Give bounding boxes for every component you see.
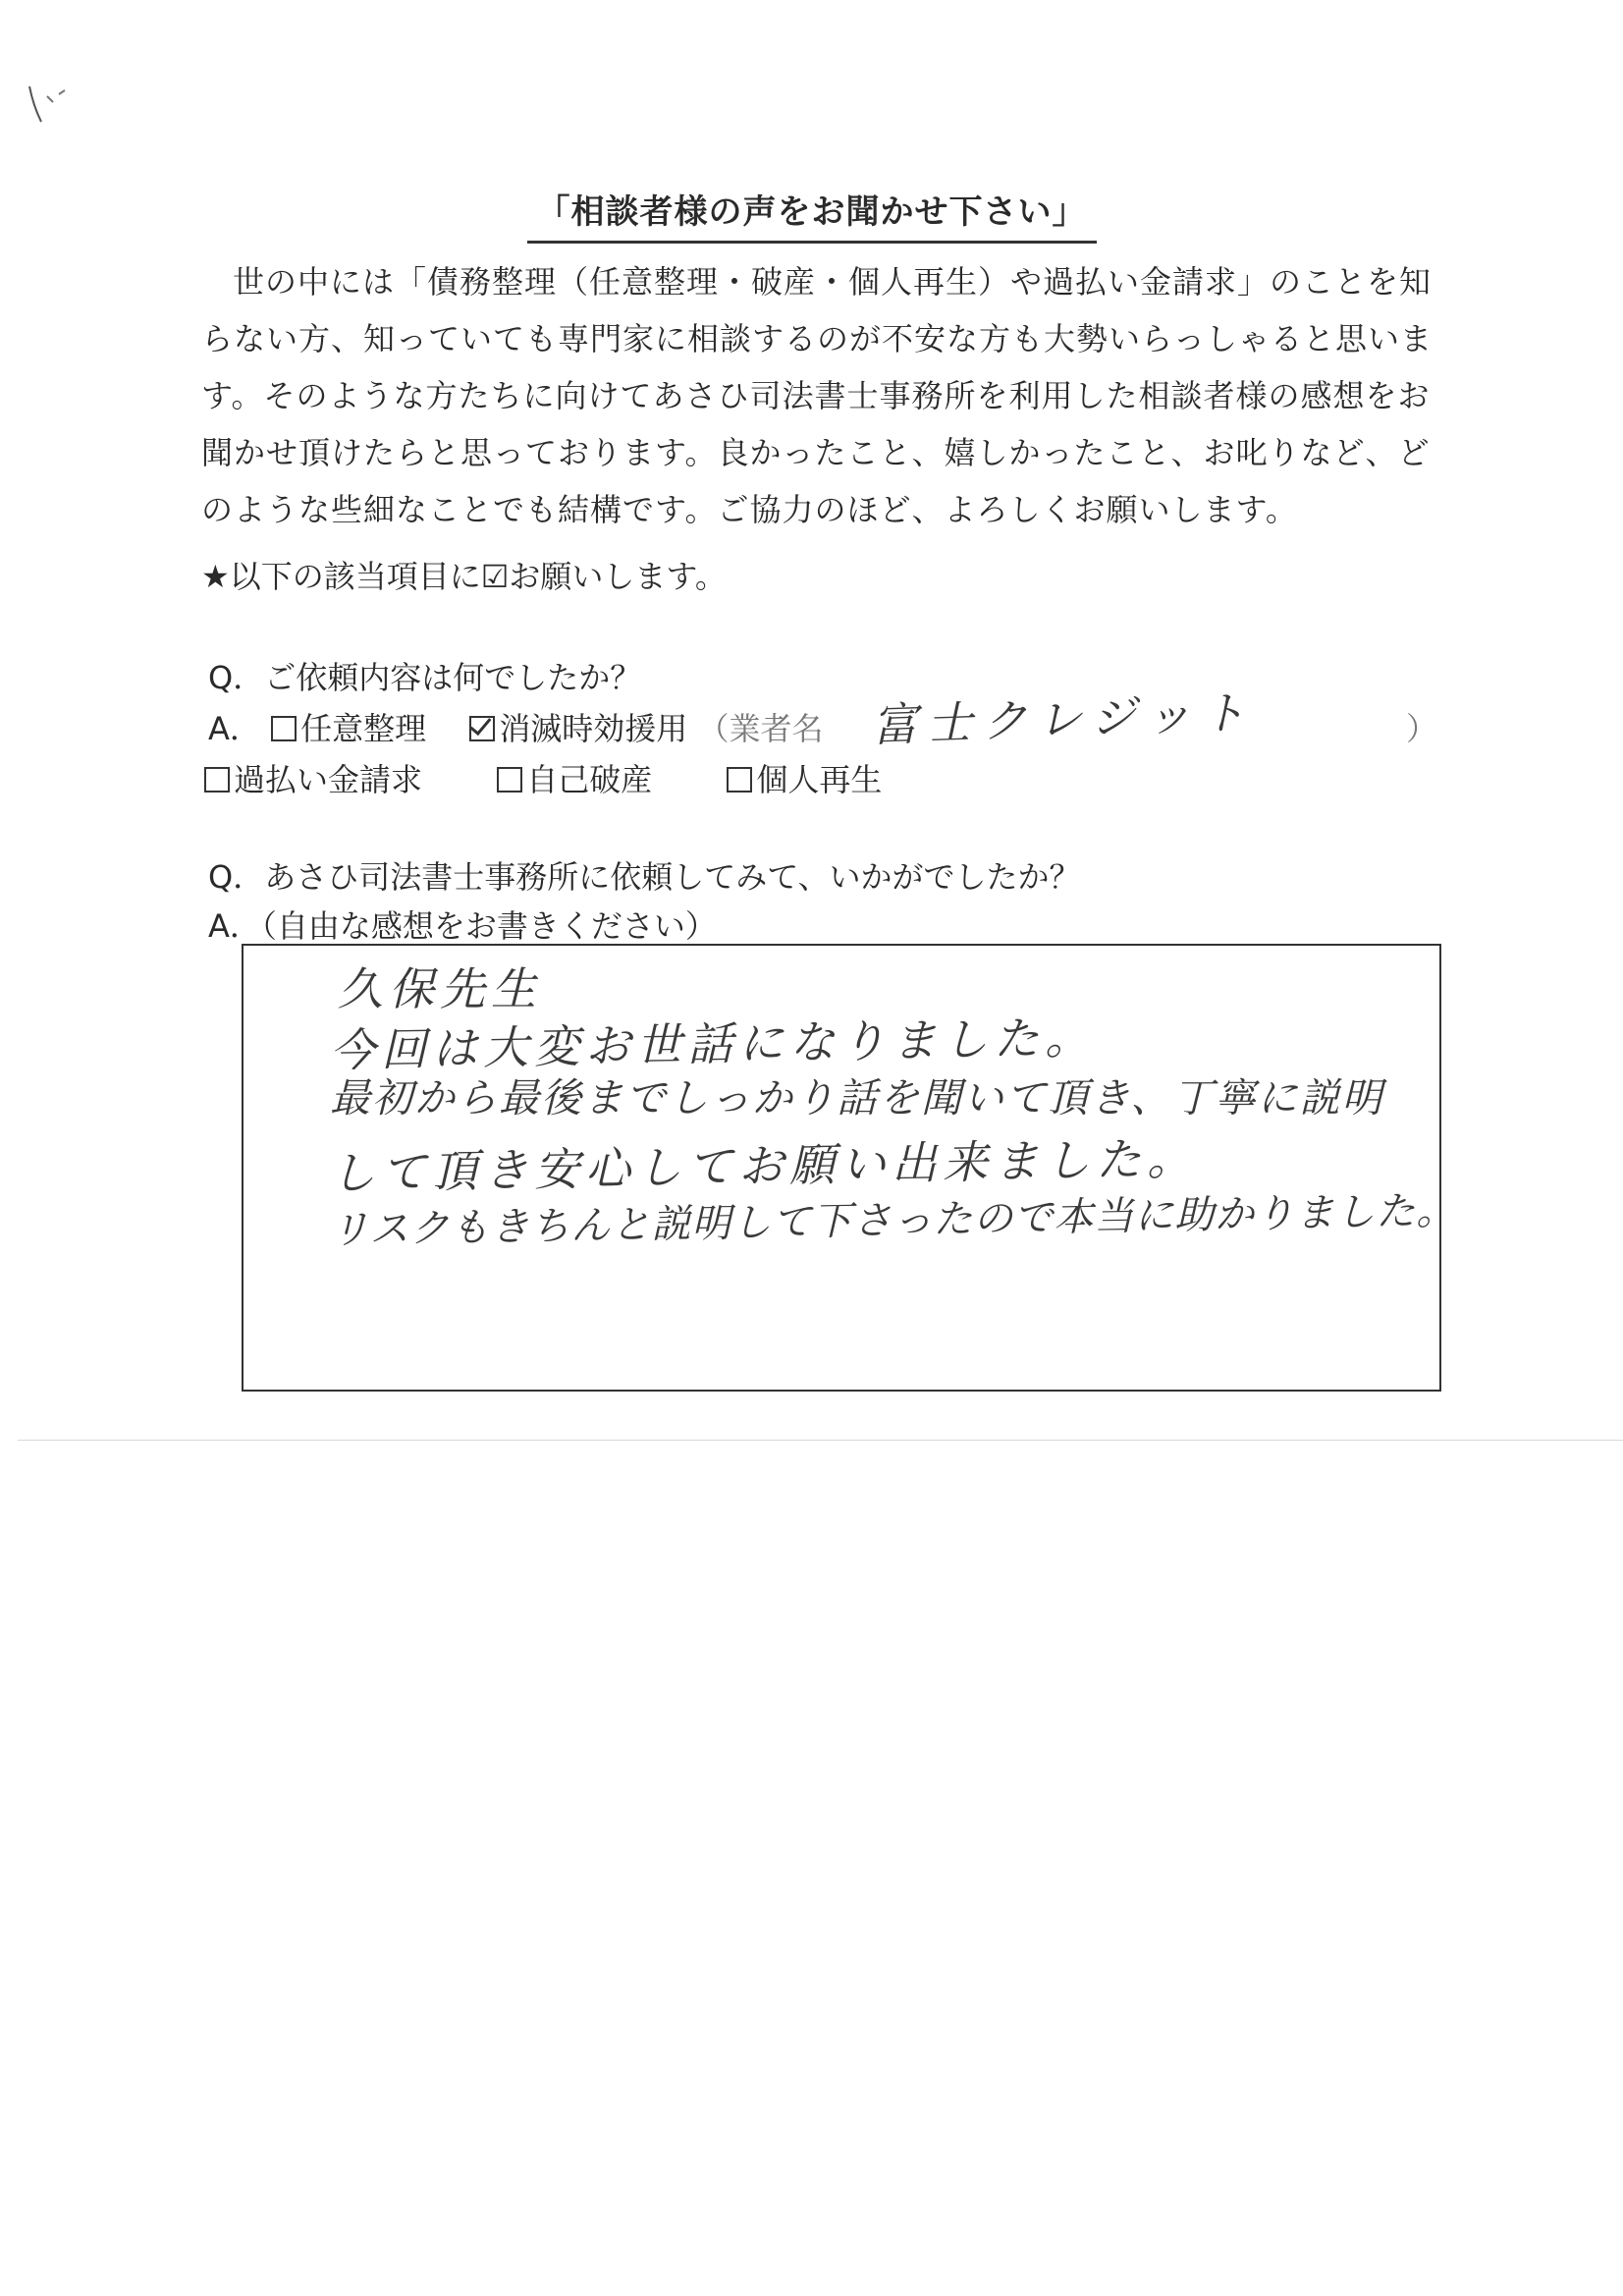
handwritten-line-3: 最初から最後までしっかり話を聞いて頂き、丁寧に説明 — [330, 1074, 1384, 1121]
answer-prefix: A． — [208, 710, 261, 747]
option-label: 過払い金請求 — [234, 761, 423, 798]
option-label: 消滅時効援用 — [499, 710, 688, 747]
intro-paragraph: 世の中には「債務整理（任意整理・破産・個人再生）や過払い金請求」のことを知らない方、知っていても専門家に相談するのが不安な方も大勢いらっしゃると思います。そのような方たちに向けてあさひ司法書士事務所を利用した相談者様の感想をお聞かせ頂けたらと思っております。良かったこと、嬉しかったこと、お叱りなど、どのような些細なことでも結構です。ご協力のほど、よろしくお願いします。 — [201, 263, 1434, 528]
scan-fold-line — [18, 1440, 1623, 1441]
option-overpayment-claim[interactable] — [204, 755, 422, 800]
handwritten-line-5: リスクもきちんと説明して下さったので本当に助かりました。 — [329, 1187, 1457, 1254]
question-2-label: Q．あさひ司法書士事務所に依頼してみて、いかがでしたか？ — [208, 858, 1081, 896]
vendor-name-label: （業者名 — [697, 710, 824, 747]
instruction-text — [201, 552, 727, 597]
instruction-suffix: お願いします。 — [509, 558, 727, 595]
instruction-prefix: ★以下の該当項目に — [201, 558, 481, 595]
option-statute-of-limitations[interactable] — [469, 704, 687, 749]
scan-mark-icon — [27, 77, 106, 136]
question-1-answer-row-1 — [208, 704, 823, 749]
checkbox-icon[interactable] — [497, 767, 522, 793]
option-label: 任意整理 — [300, 710, 427, 747]
handwritten-line-4: して頂き安心してお願い出来ました。 — [329, 1131, 1199, 1200]
vendor-name-handwritten: 富士クレジット — [871, 685, 1257, 752]
question-1-answer-row-2 — [204, 755, 882, 800]
checkbox-icon[interactable] — [271, 716, 297, 741]
page-title — [0, 185, 1623, 244]
checked-checkbox-icon[interactable] — [469, 716, 495, 741]
option-personal-rehabilitation[interactable] — [727, 755, 882, 800]
free-comment-box[interactable] — [242, 944, 1457, 1392]
option-label: 自己破産 — [526, 761, 653, 798]
checkbox-icon[interactable] — [727, 767, 752, 793]
question-2-answer-prefix: A．（自由な感想をお書きください） — [208, 907, 717, 945]
handwritten-line-2: 今回は大変お世話になりました。 — [329, 1011, 1097, 1077]
checkbox-icon[interactable] — [204, 767, 230, 793]
option-voluntary-settlement[interactable] — [271, 704, 426, 749]
page-title-text: 「相談者様の声をお聞かせ下さい」 — [527, 185, 1097, 244]
checkbox-glyph-icon: ☑ — [480, 558, 510, 595]
question-1-label: Q．ご依頼内容は何でしたか？ — [208, 659, 642, 696]
option-bankruptcy[interactable] — [497, 755, 652, 800]
option-label: 個人再生 — [756, 761, 883, 798]
vendor-close-paren: ） — [1406, 710, 1438, 747]
handwritten-line-1: 久保先生 — [338, 962, 542, 1015]
